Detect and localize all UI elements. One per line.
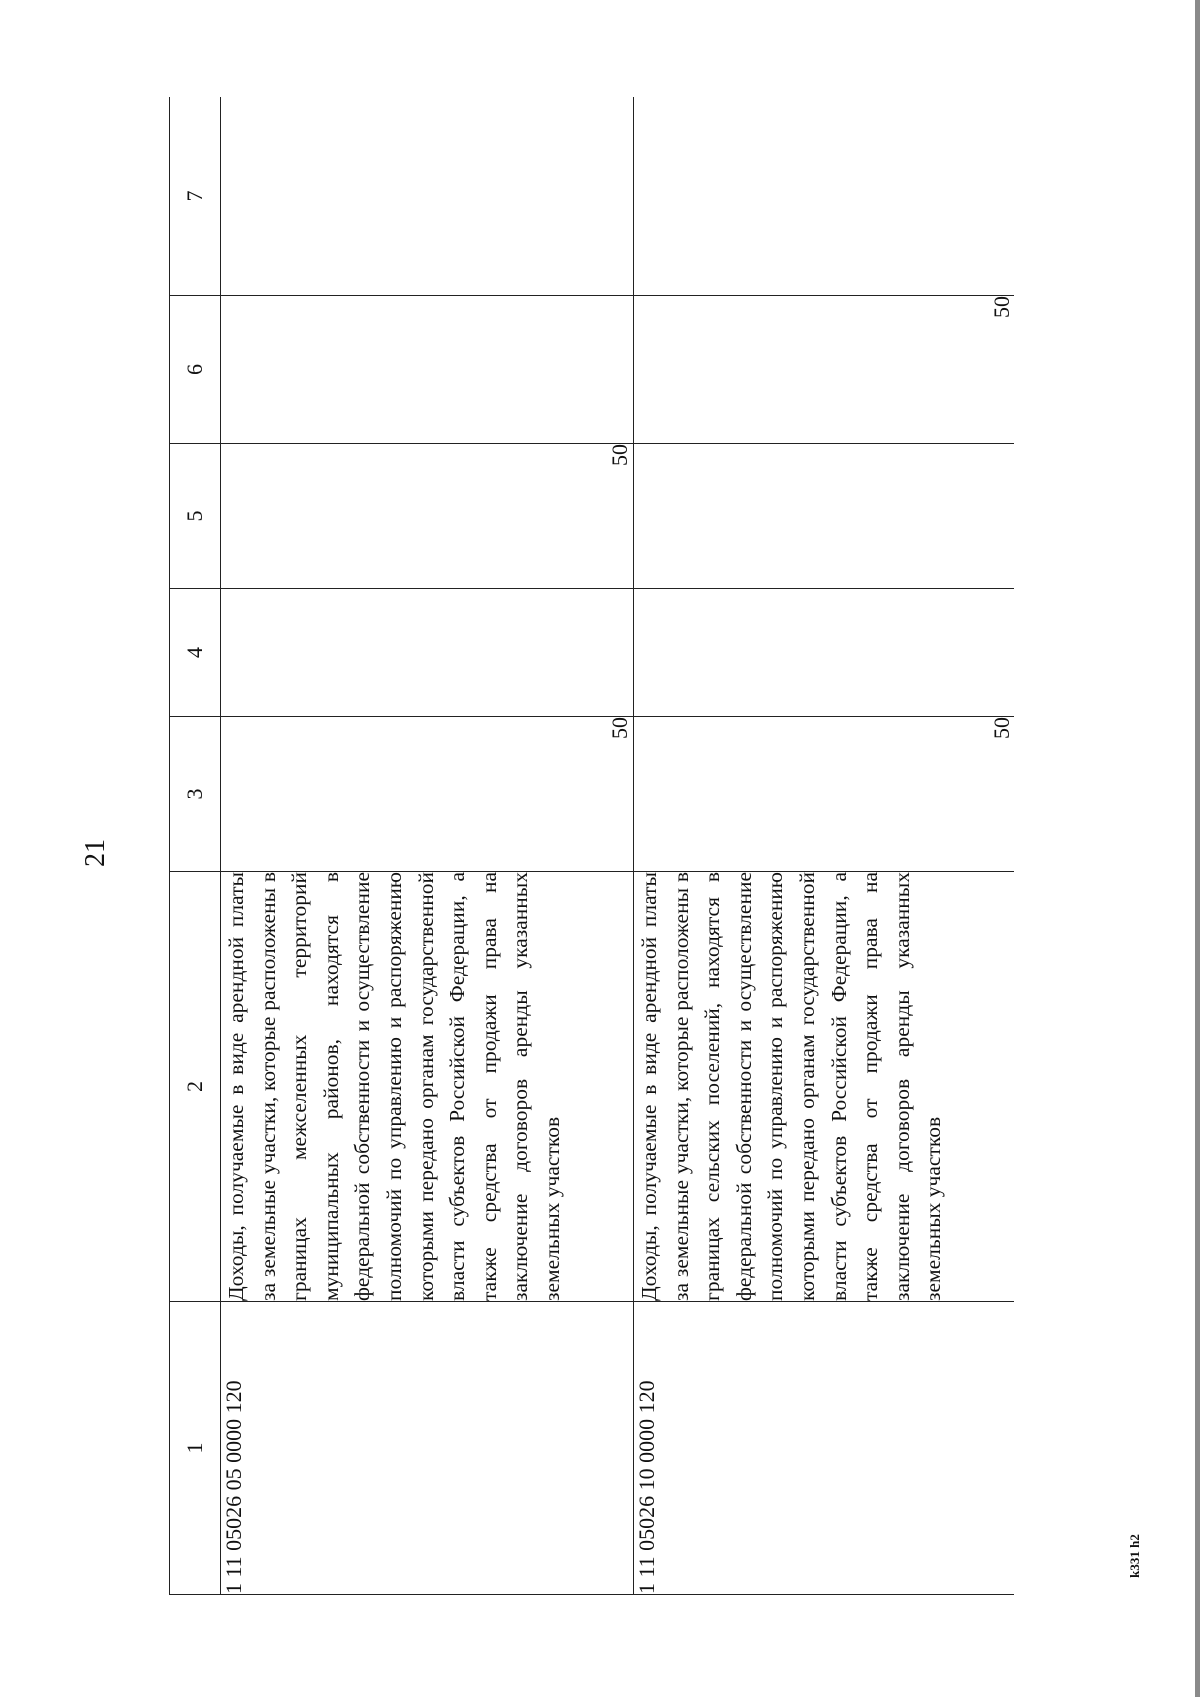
- budget-code-cell: 1 11 05026 10 0000 120: [634, 1302, 1015, 1595]
- page-number: 21: [80, 839, 111, 867]
- value-cell-col-5: 50: [221, 444, 634, 589]
- value-cell-col-7: [221, 97, 634, 296]
- budget-code-cell: 1 11 05026 05 0000 120: [221, 1302, 634, 1595]
- header-col-5: 5: [170, 444, 221, 589]
- value-cell-col-4: [634, 589, 1015, 717]
- header-col-3: 3: [170, 717, 221, 872]
- document-footer-code: k331 h2: [1127, 1534, 1142, 1578]
- table-row: [634, 97, 1015, 1595]
- value-cell-col-4: [221, 589, 634, 717]
- value-cell-col-3: 50: [221, 717, 634, 872]
- header-col-6: 6: [170, 296, 221, 444]
- scan-edge-strip: [1195, 0, 1200, 1697]
- value-cell-col-5: [634, 444, 1015, 589]
- revenue-description-cell: Доходы, получаемые в виде арендной платы за земельные участки, которые расположены в границах межселенных территорий муниципальных районов, находятся в федеральной собственности и осуществление полномочий по управлению и распоряжению которыми передано органам государственной власти субъектов Российской Федерации, а также средства от продажи права на заключение договоров аренды указанных земельных участков: [221, 872, 634, 1302]
- value-cell-col-6: [221, 296, 634, 444]
- value-cell-col-6: 50: [634, 296, 1015, 444]
- table-row: [221, 97, 634, 1595]
- table-header-row: [170, 97, 221, 1595]
- value-cell-col-7: [634, 97, 1015, 296]
- header-col-4: 4: [170, 589, 221, 717]
- rotated-table-container: [169, 97, 1014, 1595]
- header-col-7: 7: [170, 97, 221, 296]
- header-col-1: 1: [170, 1302, 221, 1595]
- revenue-distribution-table: [169, 97, 1014, 1595]
- header-col-2: 2: [170, 872, 221, 1302]
- revenue-description-cell: Доходы, получаемые в виде арендной платы за земельные участки, которые расположены в границах сельских поселений, находятся в федеральной собственности и осуществление полномочий по управлению и распоряжению которыми передано органам государственной власти субъектов Российской Федерации, а также средства от продажи права на заключение договоров аренды указанных земельных участков: [634, 872, 1015, 1302]
- value-cell-col-3: 50: [634, 717, 1015, 872]
